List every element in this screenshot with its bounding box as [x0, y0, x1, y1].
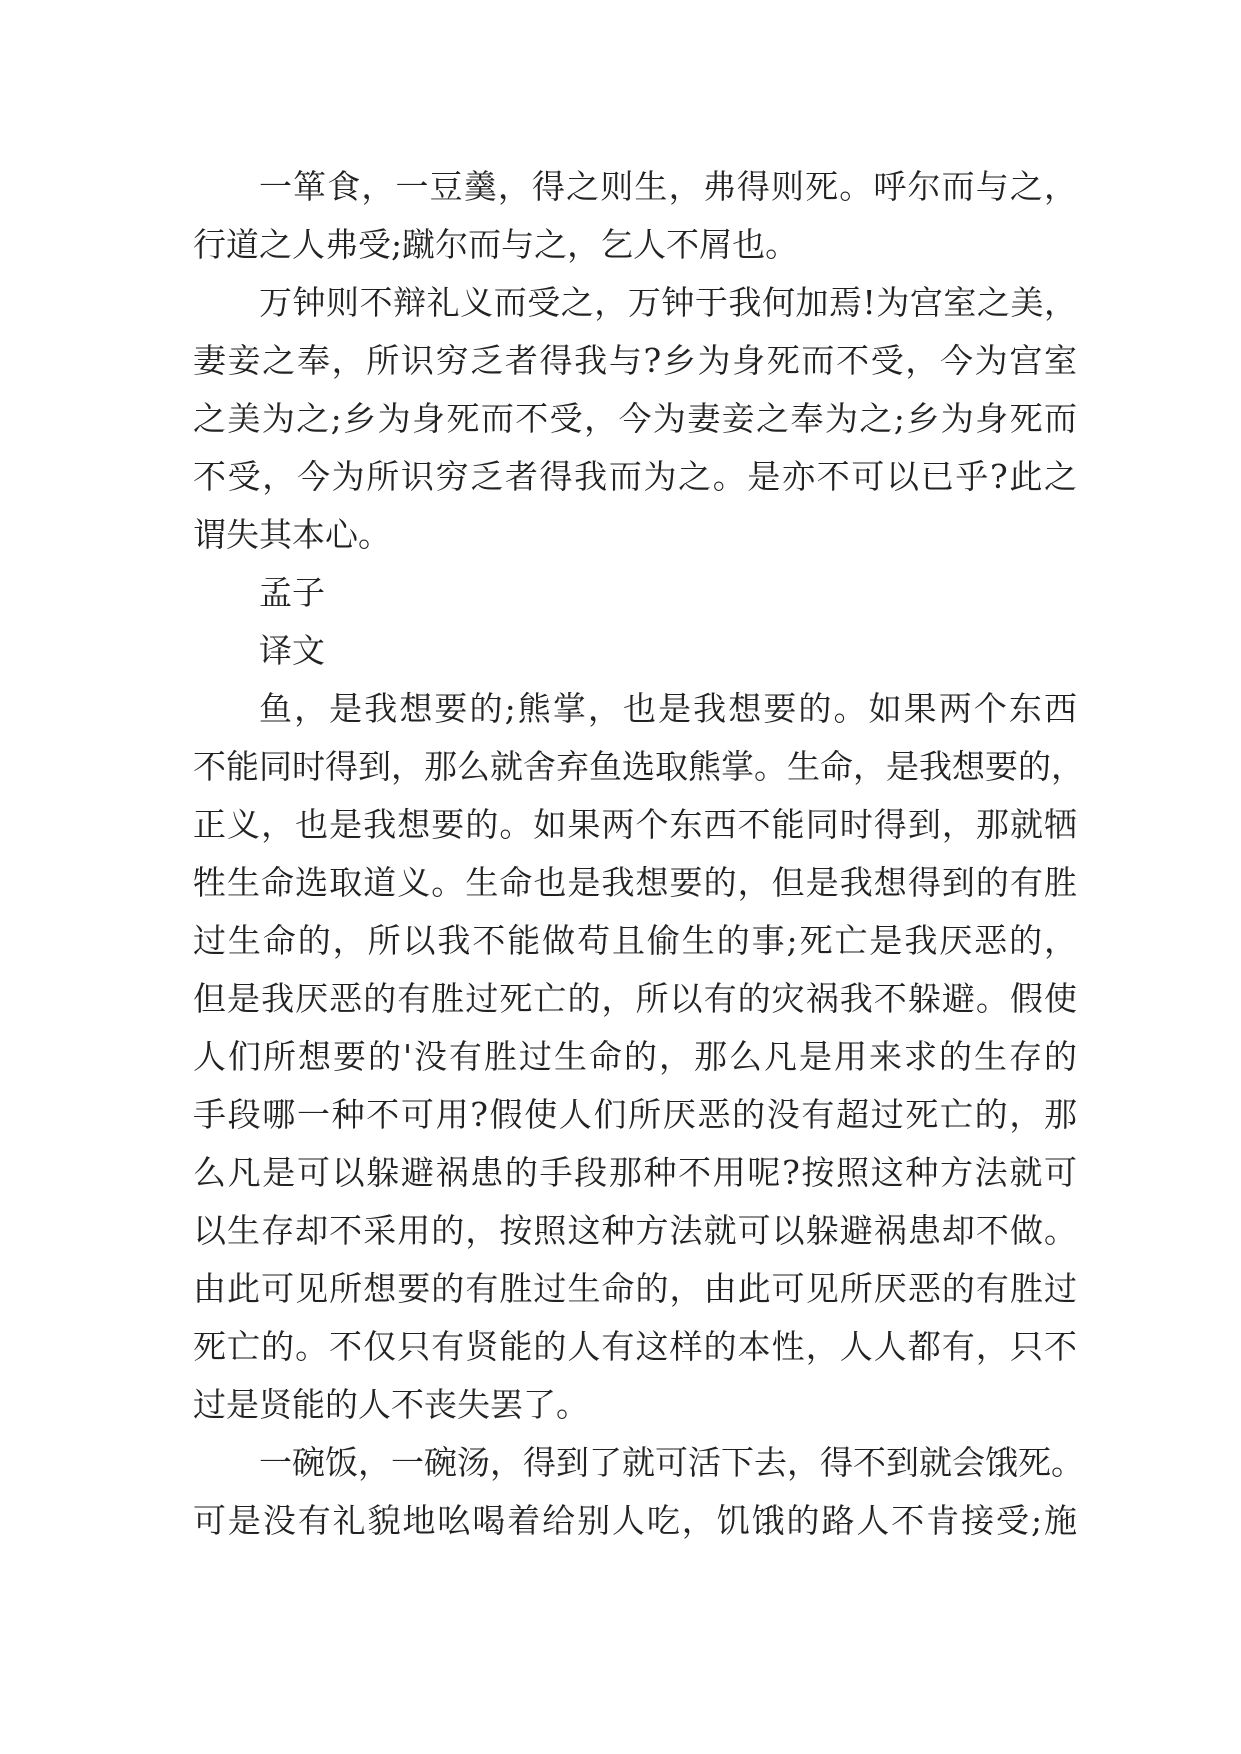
text-line: 谓失其本心。 [193, 515, 391, 554]
text-line: 以生存却不采用的，按照这种方法就可以躲避祸患却不做。 [193, 1211, 1077, 1250]
text-line: 之美为之;乡为身死而不受，今为妻妾之奉为之;乡为身死而 [193, 399, 1077, 438]
text-line: 孟子 [259, 573, 325, 612]
text-line: 死亡的。不仅只有贤能的人有这样的本性，人人都有，只不 [193, 1327, 1077, 1366]
text-line: 万钟则不辩礼义而受之，万钟于我何加焉!为宫室之美， [259, 283, 1077, 322]
text-line: 妻妾之奉，所识穷乏者得我与?乡为身死而不受，今为宫室 [193, 341, 1077, 380]
text-line: 一碗饭，一碗汤，得到了就可活下去，得不到就会饿死。 [259, 1443, 1084, 1482]
text-line: 么凡是可以躲避祸患的手段那种不用呢?按照这种方法就可 [193, 1153, 1077, 1192]
text-line: 人们所想要的'没有胜过生命的，那么凡是用来求的生存的 [193, 1037, 1077, 1076]
text-line: 一箪食，一豆羹，得之则生，弗得则死。呼尔而与之， [259, 167, 1077, 206]
text-line: 可是没有礼貌地吆喝着给别人吃，饥饿的路人不肯接受;施 [193, 1501, 1077, 1540]
text-line: 过生命的，所以我不能做苟且偷生的事;死亡是我厌恶的， [193, 921, 1077, 960]
text-line: 过是贤能的人不丧失罢了。 [193, 1385, 589, 1424]
document-body [193, 158, 1084, 1550]
text-line: 牲生命选取道义。生命也是我想要的，但是我想得到的有胜 [193, 863, 1077, 902]
text-line: 行道之人弗受;蹴尔而与之，乞人不屑也。 [193, 225, 799, 264]
text-line: 由此可见所想要的有胜过生命的，由此可见所厌恶的有胜过 [193, 1269, 1077, 1308]
text-line: 译文 [259, 631, 325, 670]
text-line: 不受，今为所识穷乏者得我而为之。是亦不可以已乎?此之 [193, 457, 1077, 496]
text-line: 手段哪一种不可用?假使人们所厌恶的没有超过死亡的，那 [193, 1095, 1077, 1134]
text-line: 鱼，是我想要的;熊掌，也是我想要的。如果两个东西 [259, 689, 1077, 728]
text-line: 正义，也是我想要的。如果两个东西不能同时得到，那就牺 [193, 805, 1077, 844]
text-line: 但是我厌恶的有胜过死亡的，所以有的灾祸我不躲避。假使 [193, 979, 1077, 1018]
text-line: 不能同时得到，那么就舍弃鱼选取熊掌。生命，是我想要的， [193, 747, 1084, 786]
